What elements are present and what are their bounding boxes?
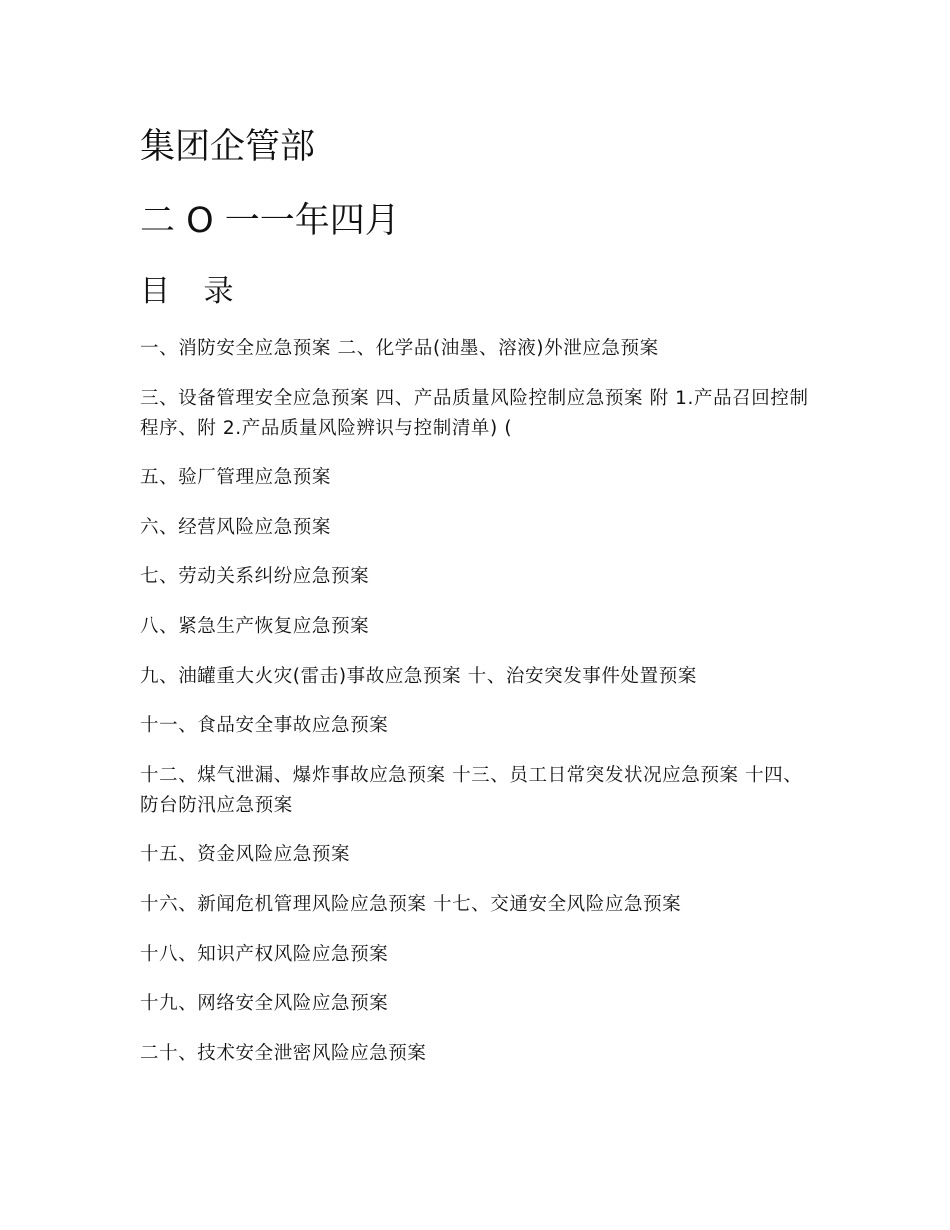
toc-item: 一、消防安全应急预案 二、化学品(油墨、溶液)外泄应急预案 bbox=[140, 338, 659, 359]
toc-item: 八、紧急生产恢复应急预案 bbox=[140, 615, 370, 637]
toc-item: 二十、技术安全泄密风险应急预案 bbox=[140, 1042, 427, 1064]
toc-title: 目 录 bbox=[140, 274, 246, 309]
toc-item: 五、验厂管理应急预案 bbox=[140, 467, 332, 489]
toc-item: 六、经营风险应急预案 bbox=[140, 516, 332, 538]
organization-heading: 集团企管部 bbox=[140, 127, 316, 167]
date-heading: 二 O 一一年四月 bbox=[140, 201, 400, 241]
toc-item: 十一、食品安全事故应急预案 bbox=[140, 715, 389, 737]
toc-item: 三、设备管理安全应急预案 四、产品质量风险控制应急预案 附 1.产品召回控制程序、附 2.产品质量风险辨识与控制清单) ( bbox=[140, 387, 809, 439]
toc-item: 九、油罐重大火灾(雷击)事故应急预案 十、治安突发事件处置预案 bbox=[140, 665, 697, 687]
toc-item: 十五、资金风险应急预案 bbox=[140, 844, 351, 866]
toc-item: 十六、新闻危机管理风险应急预案 十七、交通安全风险应急预案 bbox=[140, 893, 682, 915]
table-of-contents bbox=[140, 334, 820, 1088]
toc-item: 七、劳动关系纠纷应急预案 bbox=[140, 566, 370, 588]
toc-item: 十八、知识产权风险应急预案 bbox=[140, 943, 389, 965]
toc-item: 十二、煤气泄漏、爆炸事故应急预案 十三、员工日常突发状况应急预案 十四、防台防汛应急预案 bbox=[140, 764, 803, 816]
toc-item: 十九、网络安全风险应急预案 bbox=[140, 993, 389, 1015]
